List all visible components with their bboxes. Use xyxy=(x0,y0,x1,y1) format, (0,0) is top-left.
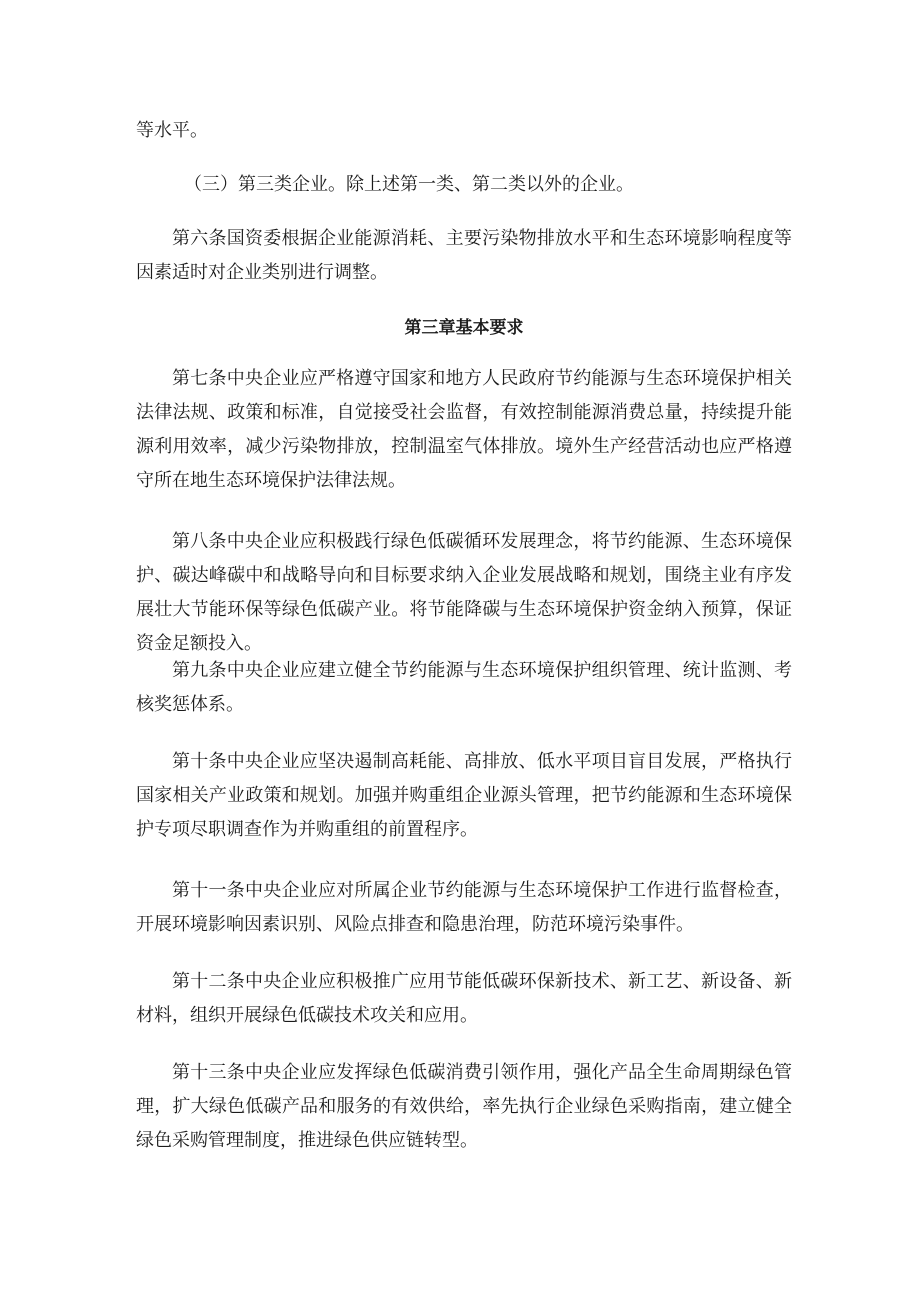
paragraph-article-10: 第十条中央企业应坚决遏制高耗能、高排放、低水平项目盲目发展，严格执行国家相关产业政策和规划。加强并购重组企业源头管理，把节约能源和生态环境保护专项尽职调查作为并购重组的前置程序。 xyxy=(136,751,792,840)
paragraph-article-13: 第十三条中央企业应发挥绿色低碳消费引领作用，强化产品全生命周期绿色管理，扩大绿色低碳产品和服务的有效供给，率先执行企业绿色采购指南，建立健全绿色采购管理制度，推进绿色供应链转型。 xyxy=(136,1062,792,1151)
paragraph-continuation: 等水平。 xyxy=(136,120,208,141)
paragraph-third-category: （三）第三类企业。除上述第一类、第二类以外的企业。 xyxy=(184,174,634,195)
paragraph-article-6: 第六条国资委根据企业能源消耗、主要污染物排放水平和生态环境影响程度等因素适时对企业类别进行调整。 xyxy=(136,228,792,283)
paragraph-article-9: 第九条中央企业应建立健全节约能源与生态环境保护组织管理、统计监测、考核奖惩体系。 xyxy=(136,660,792,715)
paragraph-article-7: 第七条中央企业应严格遵守国家和地方人民政府节约能源与生态环境保护相关法律法规、政策和标准，自觉接受社会监督，有效控制能源消费总量，持续提升能源利用效率，减少污染物排放，控制温室气体排放。境外生产经营活动也应严格遵守所在地生态环境保护法律法规。 xyxy=(136,368,792,491)
paragraph-article-12: 第十二条中央企业应积极推广应用节能低碳环保新技术、新工艺、新设备、新材料，组织开展绿色低碳技术攻关和应用。 xyxy=(136,971,792,1026)
paragraph-article-8: 第八条中央企业应积极践行绿色低碳循环发展理念，将节约能源、生态环境保护、碳达峰碳中和战略导向和目标要求纳入企业发展战略和规划，围绕主业有序发展壮大节能环保等绿色低碳产业。将节能降碳与生态环境保护资金纳入预算，保证资金足额投入。 xyxy=(136,531,792,654)
chapter-heading: 第三章基本要求 xyxy=(404,318,524,338)
paragraph-article-11: 第十一条中央企业应对所属企业节约能源与生态环境保护工作进行监督检查，开展环境影响因素识别、风险点排查和隐患治理，防范环境污染事件。 xyxy=(136,880,792,935)
